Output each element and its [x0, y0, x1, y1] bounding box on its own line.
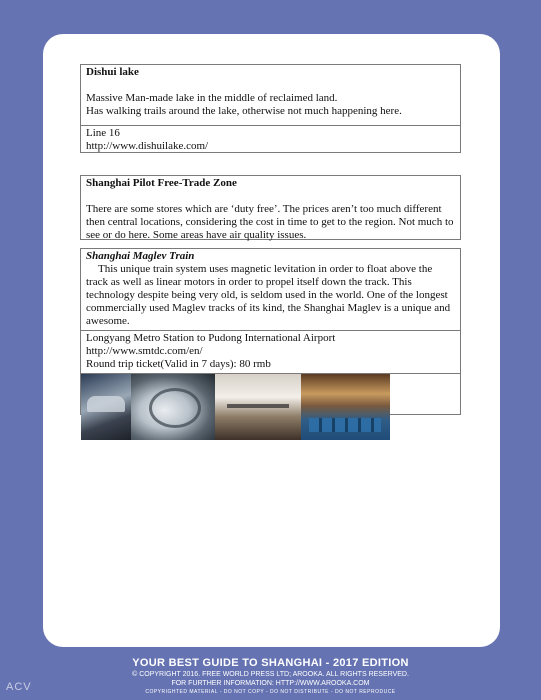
footer-title: YOUR BEST GUIDE TO SHANGHAI - 2017 EDITION — [132, 657, 409, 669]
maglev-photo-exterior — [81, 374, 131, 440]
dishui-lake-line-2: Has walking trails around the lake, otherwise not much happening here. — [86, 105, 402, 117]
maglev-photo-interior — [301, 374, 390, 440]
dishui-lake-url[interactable]: http://www.dishuilake.com/ — [86, 140, 209, 152]
maglev-route: Longyang Metro Station to Pudong International Airport — [86, 332, 336, 344]
footer-copyright: © COPYRIGHT 2016. FREE WORLD PRESS LTD; AROOKA. ALL RIGHTS RESERVED. — [132, 671, 409, 678]
free-trade-zone-description: There are some stores which are ‘duty free’. The prices aren’t too much different then central locations, considering the cost in time to get to the region. Not much to see or do here. Some areas have air quality issues. — [86, 203, 454, 241]
corner-mark: ACV — [6, 681, 32, 693]
maglev-box — [80, 248, 461, 415]
dishui-lake-metro-line: Line 16 — [86, 127, 120, 139]
dishui-lake-line-1: Massive Man-made lake in the middle of reclaimed land. — [86, 92, 338, 104]
footer-notice: COPYRIGHTED MATERIAL - DO NOT COPY - DO NOT DISTRIBUTE - DO NOT REPRODUCE — [145, 689, 396, 695]
maglev-photo-tunnel — [131, 374, 215, 440]
footer-info: FOR FURTHER INFORMATION: HTTP://WWW.AROOKA.COM — [171, 680, 370, 687]
free-trade-zone-box — [80, 175, 461, 240]
maglev-ticket-price: Round trip ticket(Valid in 7 days): 80 rmb — [86, 358, 271, 370]
dishui-lake-box — [80, 64, 461, 153]
dishui-lake-title: Dishui lake — [86, 66, 139, 78]
free-trade-zone-title: Shanghai Pilot Free-Trade Zone — [86, 177, 237, 189]
maglev-url[interactable]: http://www.smtdc.com/en/ — [86, 345, 203, 357]
maglev-photo-station — [215, 374, 301, 440]
maglev-title: Shanghai Maglev Train — [86, 250, 195, 262]
maglev-description: This unique train system uses magnetic levitation in order to float above the track as well as linear motors in order to propel itself down the track. This technology despite being very old, is seldom used in the world. One of the longest commercially used Maglev tracks of its kind, the Shanghai Maglev is a unique and awesome. — [86, 263, 451, 327]
